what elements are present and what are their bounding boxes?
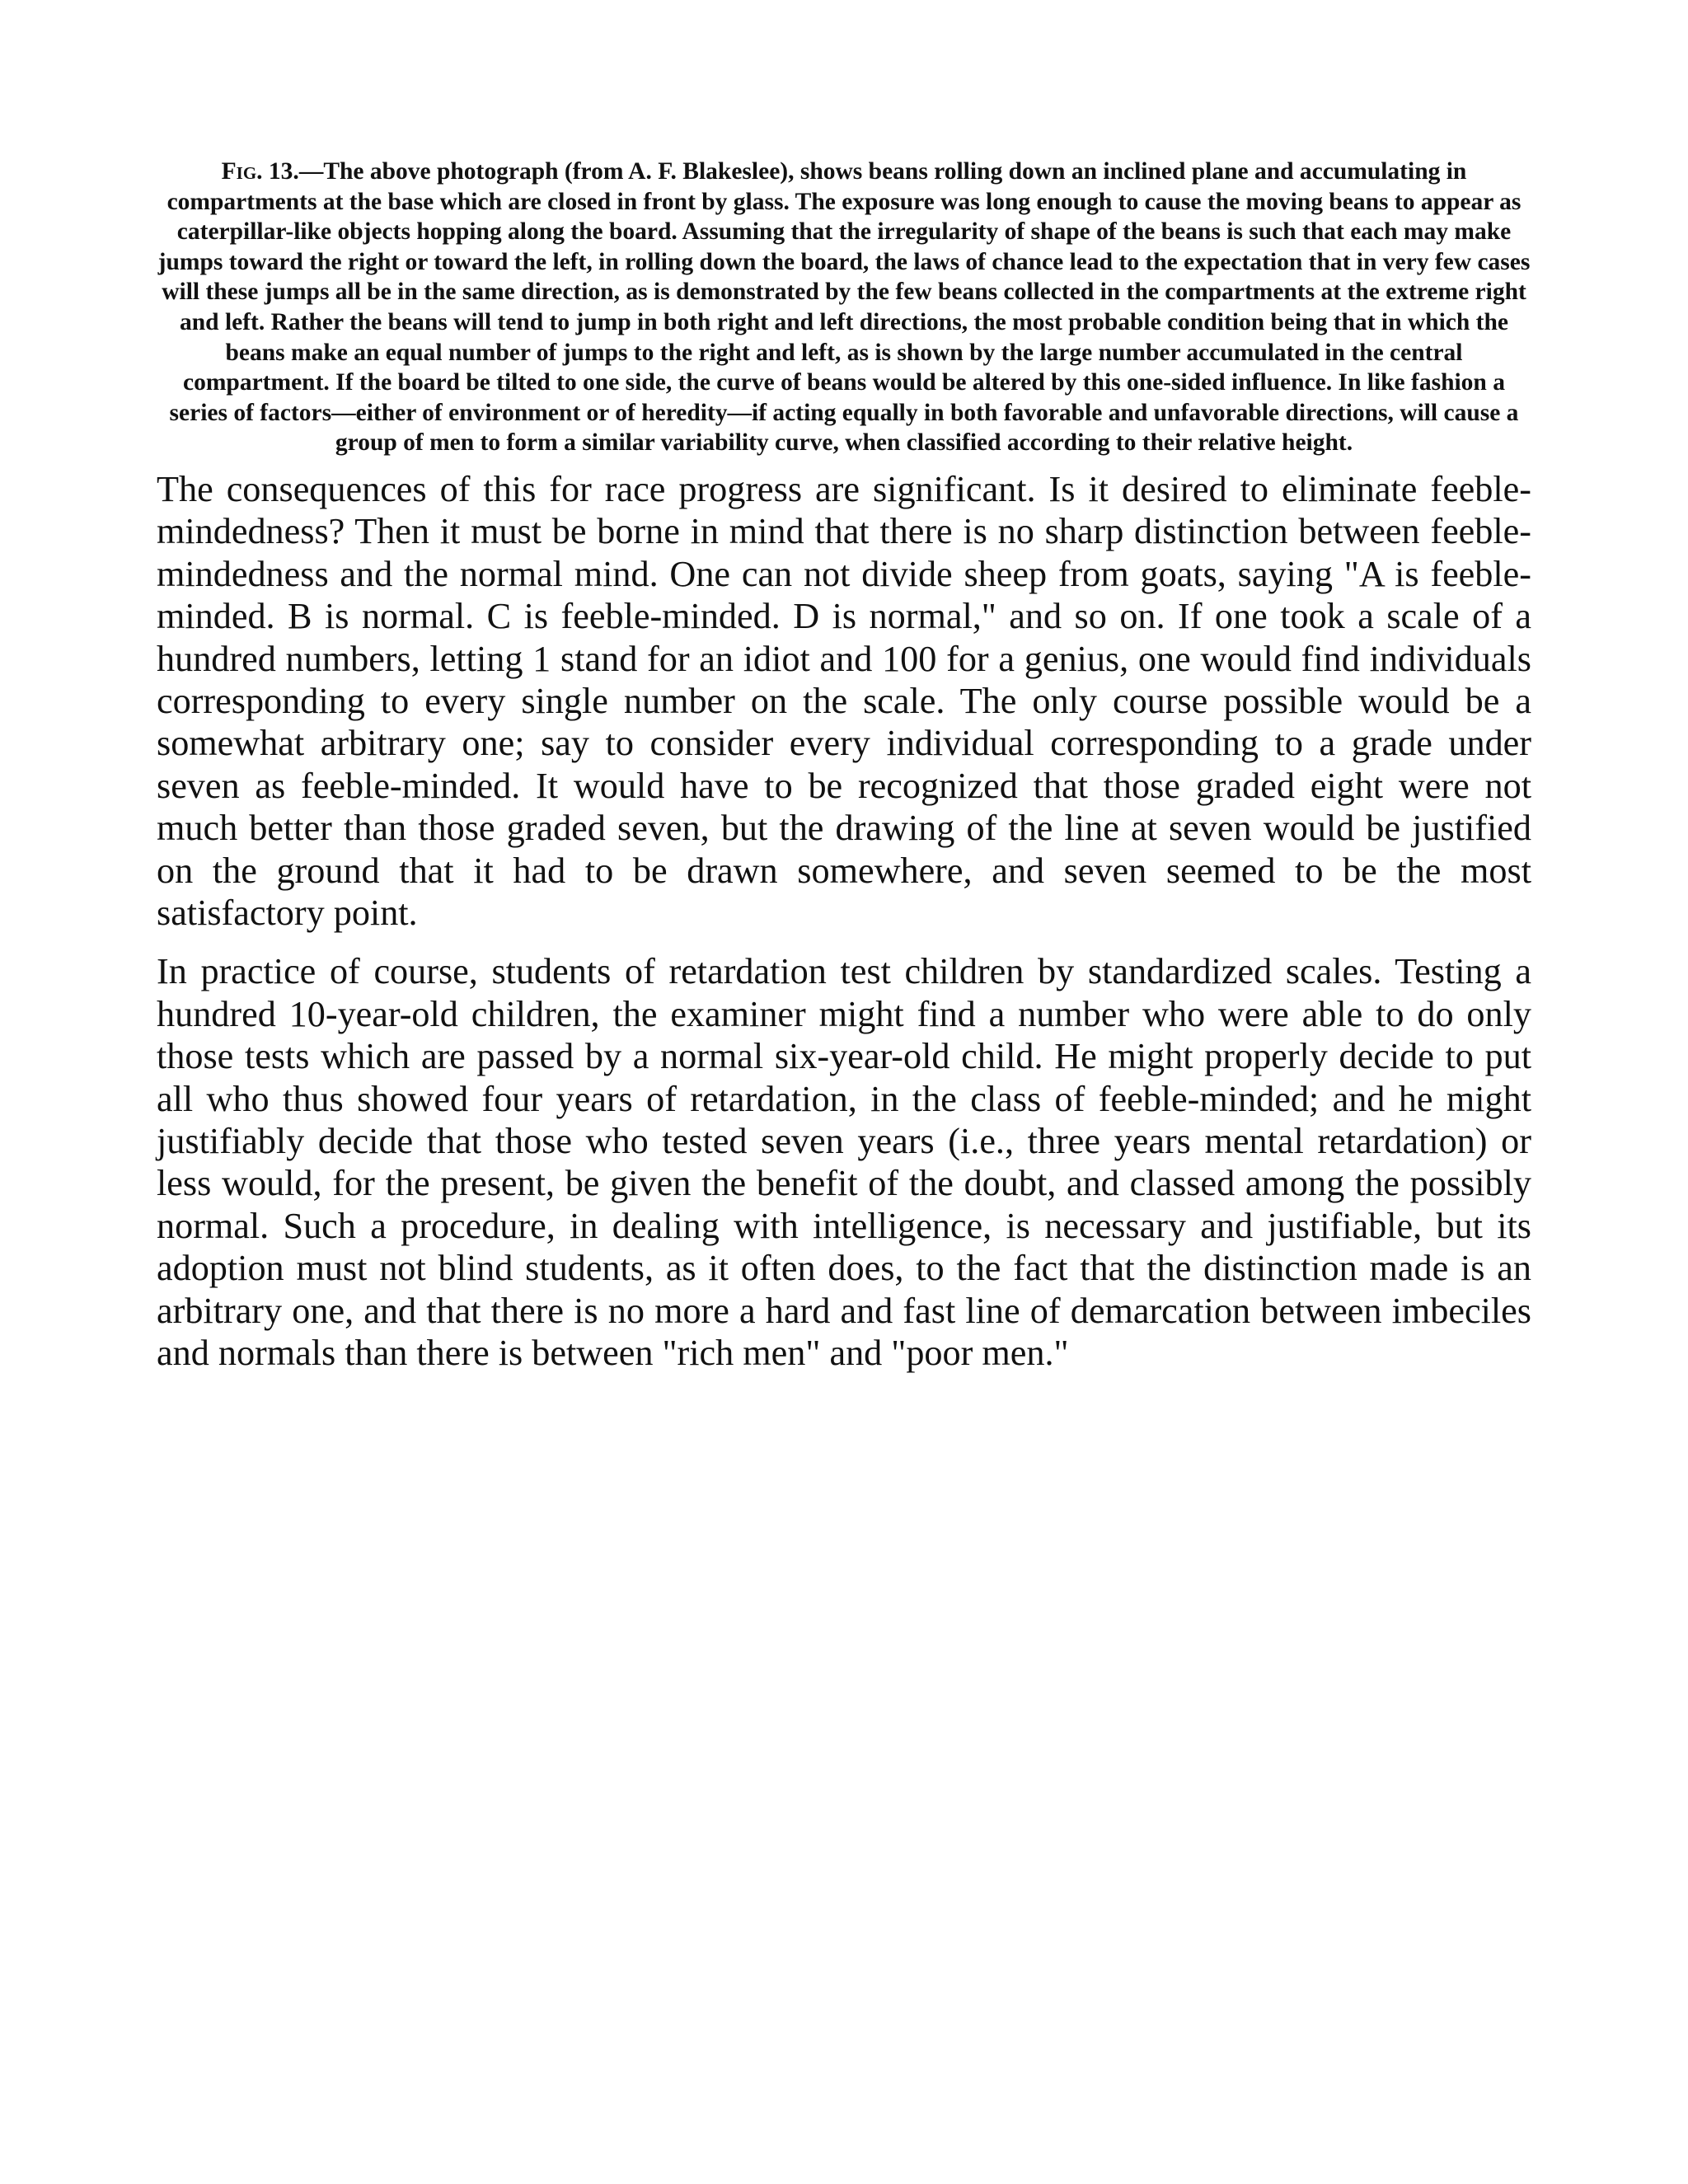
document-page	[157, 157, 1531, 1390]
figure-caption	[157, 157, 1531, 458]
body-paragraph-1: The consequences of this for race progress are significant. Is it desired to eliminate feeble-mindedness? Then it must be borne in mind that there is no sharp distinction between feeble-mindedness and the normal mind. One can not divide sheep from goats, saying "A is feeble-minded. B is normal. C is feeble-minded. D is normal," and so on. If one took a scale of a hundred numbers, letting 1 stand for an idiot and 100 for a genius, one would find individuals corresponding to every single number on the scale. The only course possible would be a somewhat arbitrary one; say to consider every individual corresponding to a grade under seven as feeble-minded. It would have to be recognized that those graded eight were not much better than those graded seven, but the drawing of the line at seven would be justified on the ground that it had to be drawn somewhere, and seven seemed to be the most satisfactory point.	[157, 468, 1531, 933]
figure-label: Fig. 13.	[221, 158, 299, 185]
body-paragraph-2: In practice of course, students of retardation test children by standardized scales. Testing a hundred 10-year-old children, the examiner might find a number who were able to do only those tests which are passed by a normal six-year-old child. He might properly decide to put all who thus showed four years of retardation, in the class of feeble-minded; and he might justifiably decide that those who tested seven years (i.e., three years mental retardation) or less would, for the present, be given the benefit of the doubt, and classed among the possibly normal. Such a procedure, in dealing with intelligence, is necessary and justifiable, but its adoption must not blind students, as it often does, to the fact that the distinction made is an arbitrary one, and that there is no more a hard and fast line of demarcation between imbeciles and normals than there is between "rich men" and "poor men."	[157, 951, 1531, 1374]
figure-caption-text: —The above photograph (from A. F. Blakeslee), shows beans rolling down an inclined plane and accumulating in compartments at the base which are closed in front by glass. The exposure was long enough to cause the moving beans to appear as caterpillar-like objects hopping along the board. Assuming that the irregularity of shape of the beans is such that each may make jumps toward the right or toward the left, in rolling down the board, the laws of chance lead to the expectation that in very few cases will these jumps all be in the same direction, as is demonstrated by the few beans collected in the compartments at the extreme right and left. Rather the beans will tend to jump in both right and left directions, the most probable condition being that in which the beans make an equal number of jumps to the right and left, as is shown by the large number accumulated in the central compartment. If the board be tilted to one side, the curve of beans would be altered by this one-sided influence. In like fashion a series of factors—either of environment or of heredity—if acting equally in both favorable and unfavorable directions, will cause a group of men to form a similar variability curve, when classified according to their relative height.	[157, 158, 1531, 457]
